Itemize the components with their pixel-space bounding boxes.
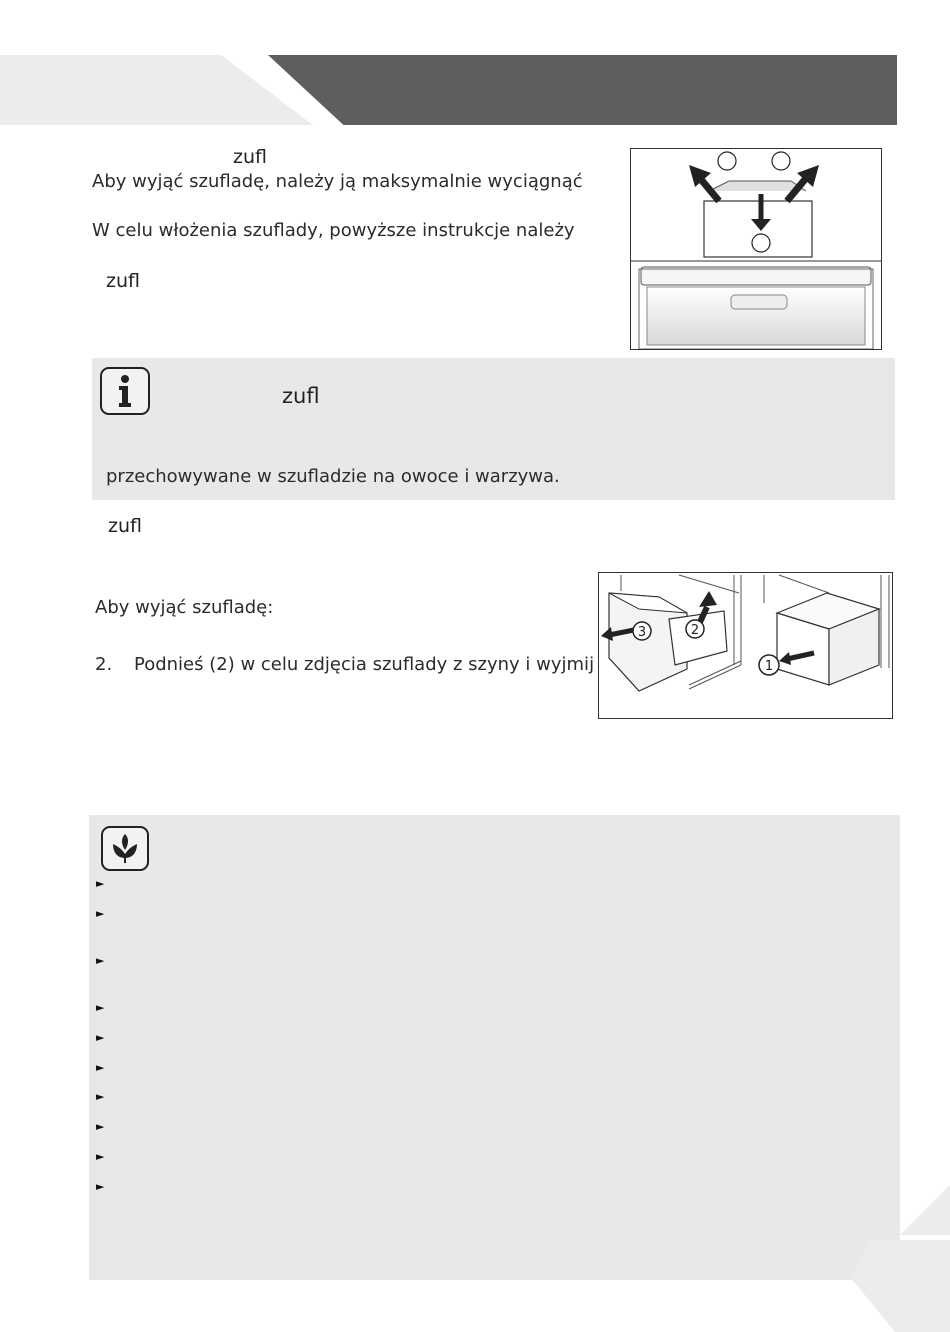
step-text: Podnieś (2) w celu zdjęcia szuflady z szyny i wyjmij — [134, 654, 595, 675]
section1-heading: zufl — [233, 146, 267, 168]
drawer-rail-figure — [598, 572, 893, 719]
step-number: 2. — [95, 654, 113, 675]
drawer-removal-figure — [630, 148, 882, 350]
step-label-1: 1 — [764, 659, 774, 674]
eco-bullet-5: ► — [96, 1031, 105, 1044]
eco-bullet-10: ► — [96, 1180, 105, 1193]
eco-tips-box — [89, 815, 900, 1280]
section1-line1: Aby wyjąć szufladę, należy ją maksymalnie wyciągnąć — [92, 171, 583, 192]
section1-line2: W celu włożenia szuflady, powyższe instrukcje należy — [92, 220, 575, 241]
corner-decoration-top — [900, 1185, 950, 1235]
info-box-heading: zufl — [282, 384, 320, 408]
drawer-removal-illustration — [631, 149, 881, 349]
section2-heading: zufl — [108, 515, 142, 537]
header-tab-dark — [268, 55, 897, 125]
leaf-icon — [101, 826, 149, 871]
section1-subheading: zufl — [106, 270, 140, 292]
step-label-3: 3 — [637, 625, 647, 640]
eco-bullet-4: ► — [96, 1001, 105, 1014]
info-icon — [100, 367, 150, 415]
info-box-text: przechowywane w szufladzie na owoce i warzywa. — [106, 466, 560, 487]
step-label-2: 2 — [690, 623, 700, 638]
eco-bullet-8: ► — [96, 1120, 105, 1133]
eco-bullet-7: ► — [96, 1090, 105, 1103]
eco-bullet-2: ► — [96, 907, 105, 920]
eco-bullet-9: ► — [96, 1150, 105, 1163]
drawer-rail-illustration — [599, 573, 892, 718]
eco-bullet-1: ► — [96, 877, 105, 890]
section2-intro: Aby wyjąć szufladę: — [95, 597, 274, 618]
corner-decoration-bottom — [850, 1240, 950, 1332]
eco-bullet-3: ► — [96, 954, 105, 967]
eco-bullet-6: ► — [96, 1061, 105, 1074]
